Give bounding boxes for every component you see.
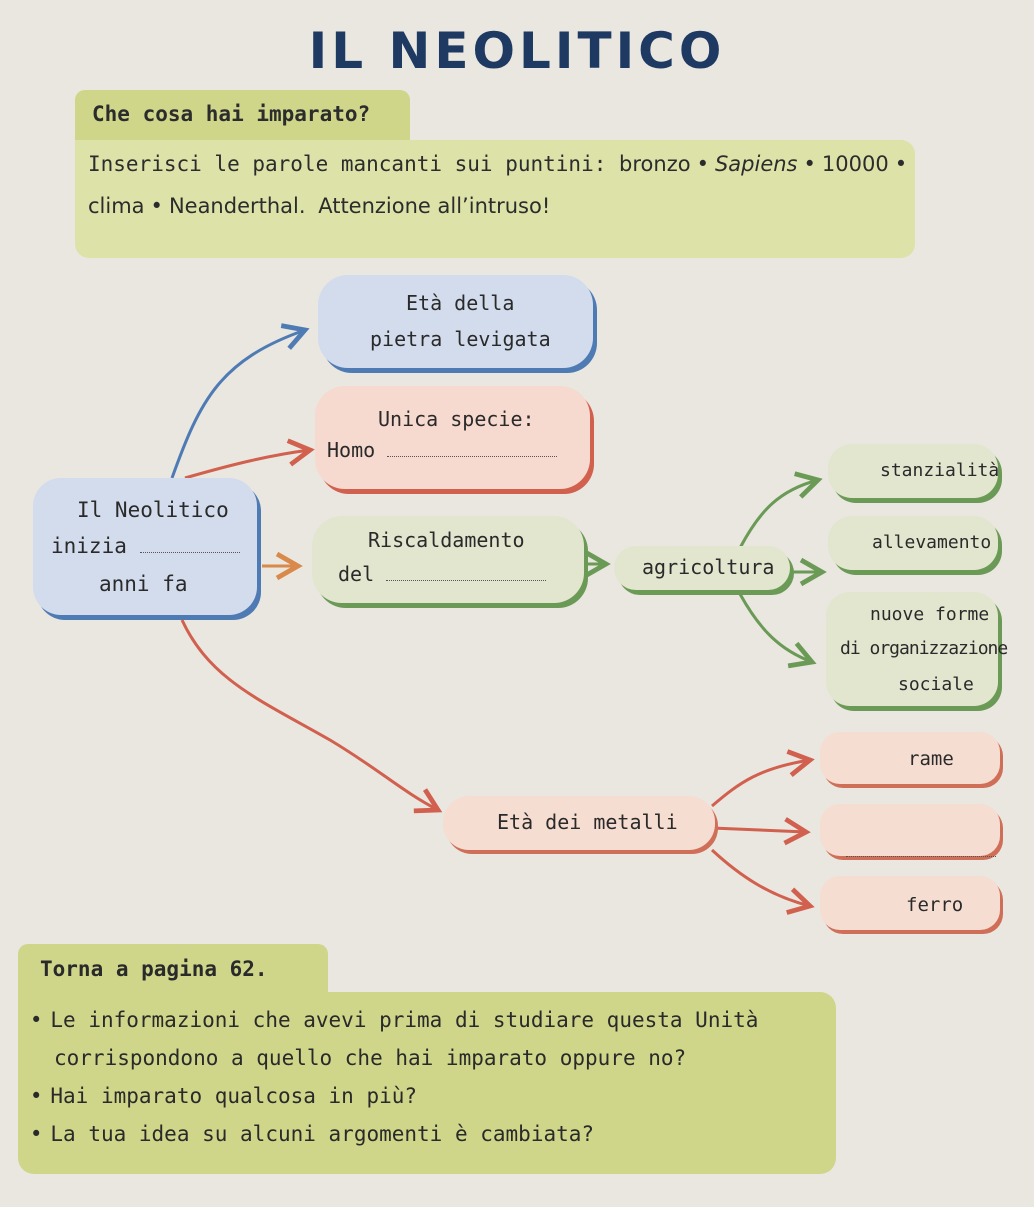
bullet-dot: • [150, 194, 163, 218]
review-heading: Torna a pagina 62. [40, 957, 268, 981]
review-bullet-3 [30, 1122, 594, 1146]
review-bullet-1 [30, 1008, 758, 1032]
question-heading: Che cosa hai imparato? [92, 102, 371, 126]
nuove-line-3: sociale [898, 674, 974, 695]
box-agricoltura [614, 546, 790, 590]
bullet-dot: • [803, 152, 816, 176]
box-nuove-forme [826, 592, 1008, 706]
homo-label: Homo [327, 438, 376, 462]
connector-to-pietra-levigata [172, 330, 305, 478]
neolitico-line-3: anni fa [99, 572, 188, 596]
box-bronzo-blank [820, 804, 1000, 856]
stanzialita-label: stanzialità [880, 460, 1000, 481]
blank-species[interactable] [387, 456, 557, 457]
review-bullet-3-text: La tua idea su alcuni argomenti è cambiata? [50, 1122, 595, 1146]
connector-to-ferro [712, 850, 810, 906]
pietra-line-1: Età della [406, 291, 515, 315]
connector-to-nuove-forme [740, 594, 812, 662]
word-clima: clima [88, 194, 145, 218]
rame-label: rame [908, 748, 954, 770]
word-neanderthal: Neanderthal. [168, 194, 306, 218]
riscaldamento-line-2 [338, 562, 546, 586]
agricoltura-label: agricoltura [642, 555, 775, 579]
nuove-line-1: nuove forme [870, 604, 990, 625]
allevamento-label: allevamento [872, 532, 992, 553]
nuove-line-2: di organizzazione [840, 638, 1008, 659]
connector-to-eta-metalli [182, 620, 438, 810]
word-sapiens: Sapiens [714, 152, 798, 176]
inizia-label: inizia [51, 534, 127, 558]
unica-line-1: Unica specie: [378, 407, 535, 431]
blank-climate[interactable] [386, 580, 546, 581]
word-10000: 10000 [821, 152, 889, 176]
box-pietra-levigata [318, 275, 593, 368]
instruction-text: Inserisci le parole mancanti sui puntini: [88, 152, 607, 176]
neolitico-line-1: Il Neolitico [77, 498, 229, 522]
unica-line-2 [327, 438, 557, 462]
review-bullet-2 [30, 1084, 417, 1108]
box-rame [820, 732, 1000, 784]
box-ferro [820, 876, 1000, 930]
bullet-dot: • [30, 1122, 43, 1146]
bullet-dot: • [30, 1008, 43, 1032]
review-bullet-1-cont [54, 1046, 686, 1070]
connector-to-rame [712, 760, 810, 806]
connector-to-stanzialita [740, 480, 818, 548]
bullet-dot: • [696, 152, 709, 176]
box-unica-specie [315, 386, 590, 489]
neolitico-line-2 [51, 534, 240, 558]
review-bullet-1-text: Le informazioni che avevi prima di studiare questa Unità [50, 1008, 759, 1032]
ferro-label: ferro [906, 894, 964, 916]
box-riscaldamento [312, 516, 584, 603]
connector-to-bronzo-blank [712, 828, 806, 832]
del-label: del [338, 562, 375, 586]
page-title: IL NEOLITICO [308, 22, 726, 80]
box-eta-metalli [443, 796, 715, 850]
review-bullet-1-cont-text: corrispondono a quello che hai imparato oppure no? [54, 1046, 687, 1070]
bullet-dot: • [30, 1084, 43, 1108]
connector-to-unica-specie [185, 450, 310, 478]
riscaldamento-line-1: Riscaldamento [368, 528, 525, 552]
eta-metalli-label: Età dei metalli [497, 810, 678, 834]
review-bullet-2-text: Hai imparato qualcosa in più? [50, 1084, 418, 1108]
blank-years[interactable] [140, 552, 240, 553]
box-il-neolitico [33, 478, 257, 615]
word-bronzo: bronzo [619, 152, 691, 176]
box-stanzialita [828, 444, 998, 498]
box-allevamento [828, 516, 998, 570]
pietra-line-2: pietra levigata [370, 327, 551, 351]
blank-metal[interactable] [846, 838, 996, 862]
bullet-dot: • [894, 152, 908, 176]
instruction-end: Attenzione all’intruso! [318, 194, 551, 218]
